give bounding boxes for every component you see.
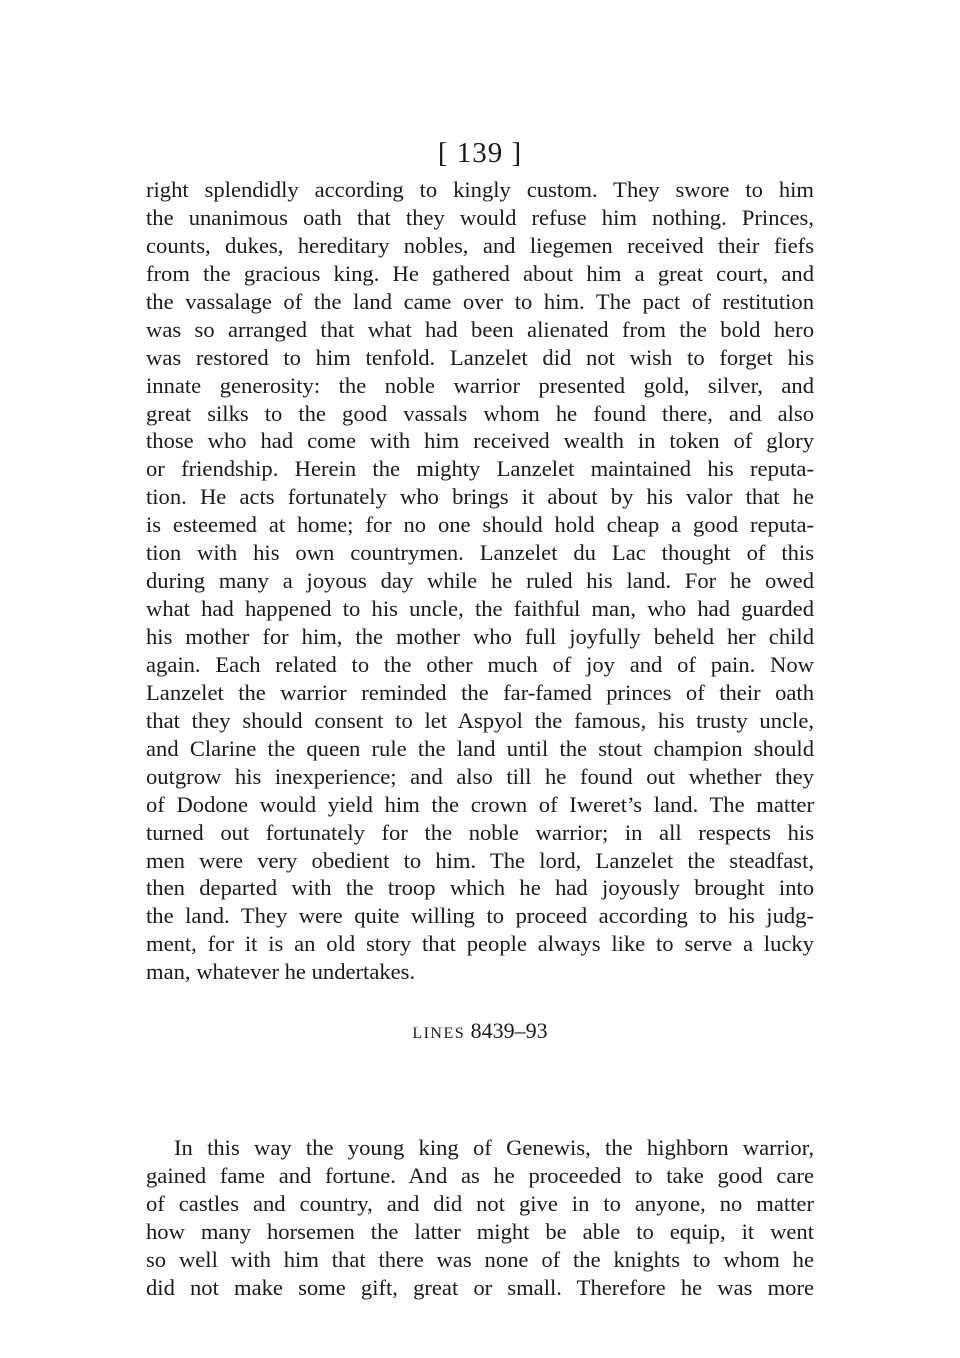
- text-line: counts, dukes, hereditary nobles, and liegemen received their fiefs: [146, 232, 814, 258]
- text-line: of castles and country, and did not give in to anyone, no matter: [146, 1190, 814, 1216]
- text-line: great silks to the good vassals whom he found there, and also: [146, 400, 814, 426]
- text-line: or friendship. Herein the mighty Lanzelet maintained his reputa-: [146, 456, 814, 482]
- text-line: that they should consent to let Aspyol the famous, his trusty uncle,: [146, 707, 814, 733]
- paragraph-1: [146, 176, 814, 986]
- text-line: during many a joyous day while he ruled his land. For he owed: [146, 568, 814, 594]
- text-line: and Clarine the queen rule the land until the stout champion should: [146, 735, 814, 761]
- text-line: innate generosity: the noble warrior presented gold, silver, and: [146, 372, 814, 398]
- text-line: did not make some gift, great or small. Therefore he was more: [146, 1274, 814, 1300]
- page-number: [ 139 ]: [437, 137, 523, 169]
- text-line: his mother for him, the mother who full joyfully beheld her child: [146, 624, 814, 649]
- text-line: man, whatever he undertakes.: [146, 959, 416, 985]
- text-line: turned out fortunately for the noble warrior; in all respects his: [146, 819, 814, 845]
- paragraph-2: [146, 1134, 814, 1302]
- text-line: is esteemed at home; for no one should hold cheap a good reputa-: [146, 512, 814, 538]
- section-heading-range: 8439–93: [470, 1018, 548, 1043]
- text-line: was restored to him tenfold. Lanzelet did not wish to forget his: [146, 344, 814, 370]
- text-line: tion with his own countrymen. Lanzelet du Lac thought of this: [146, 540, 814, 566]
- text-line: from the gracious king. He gathered about him a great court, and: [146, 260, 814, 286]
- section-heading: [0, 1017, 960, 1048]
- text-line: right splendidly according to kingly custom. They swore to him: [146, 177, 814, 202]
- text-line: In this way the young king of Genewis, the highborn warrior,: [174, 1135, 814, 1160]
- text-line: the unanimous oath that they would refuse him nothing. Princes,: [146, 204, 814, 230]
- text-line: again. Each related to the other much of joy and of pain. Now: [146, 651, 814, 677]
- text-line: ment, for it is an old story that people always like to serve a lucky: [146, 931, 814, 957]
- text-line: outgrow his inexperience; and also till he found out whether they: [146, 763, 814, 789]
- text-line: was so arranged that what had been alienated from the bold hero: [146, 316, 814, 342]
- text-line: what had happened to his uncle, the faithful man, who had guarded: [146, 596, 814, 622]
- text-line: of Dodone would yield him the crown of Iweret’s land. The matter: [146, 791, 814, 817]
- text-line: men were very obedient to him. The lord, Lanzelet the steadfast,: [146, 847, 814, 873]
- text-line: tion. He acts fortunately who brings it about by his valor that he: [146, 484, 814, 510]
- text-line: the land. They were quite willing to proceed according to his judg-: [146, 903, 814, 929]
- text-line: those who had come with him received wealth in token of glory: [146, 428, 814, 454]
- text-line: how many horsemen the latter might be able to equip, it went: [146, 1218, 814, 1244]
- text-line: then departed with the troop which he had joyously brought into: [146, 875, 814, 901]
- text-line: Lanzelet the warrior reminded the far-famed princes of their oath: [146, 679, 814, 705]
- text-line: the vassalage of the land came over to him. The pact of restitution: [146, 288, 814, 314]
- section-heading-label: LINES: [412, 1025, 466, 1042]
- text-line: gained fame and fortune. And as he proceeded to take good care: [146, 1162, 814, 1188]
- text-line: so well with him that there was none of the knights to whom he: [146, 1246, 814, 1272]
